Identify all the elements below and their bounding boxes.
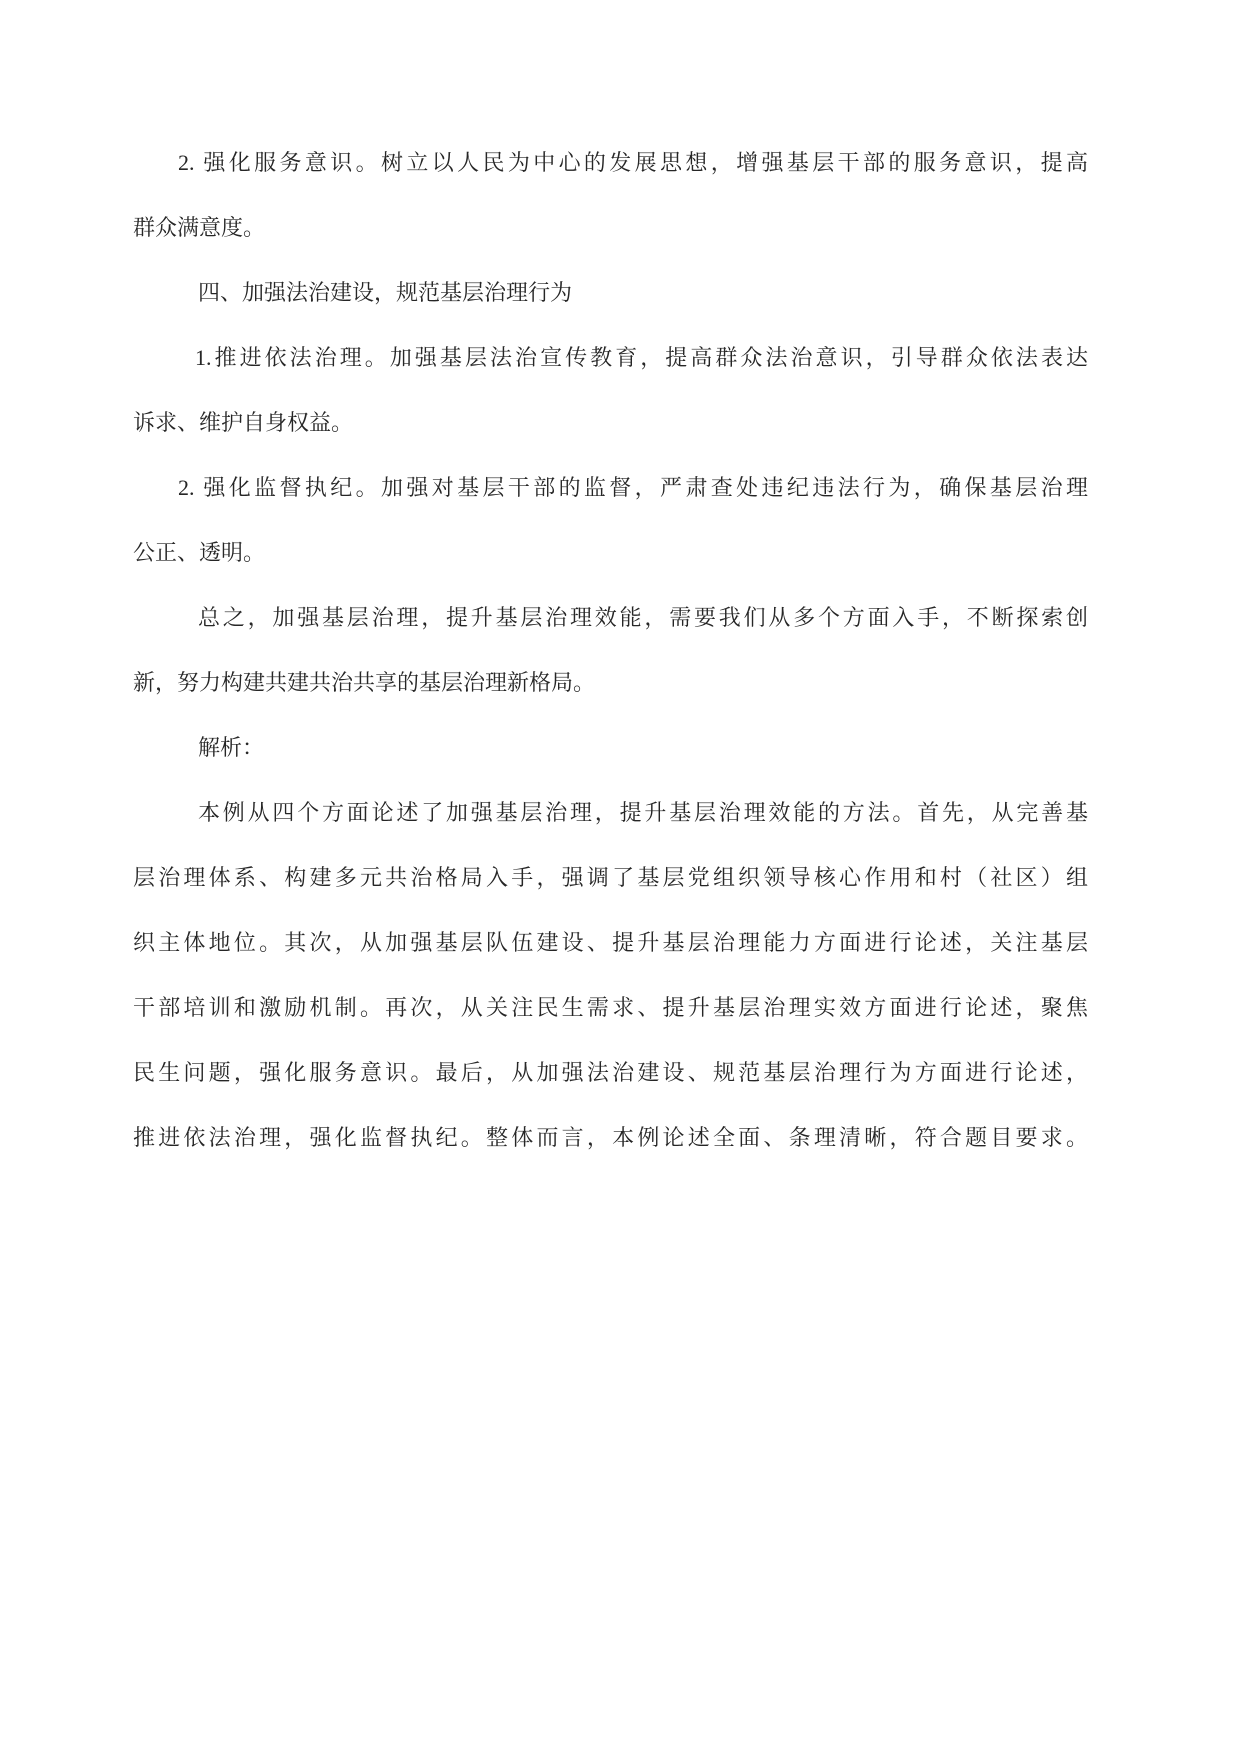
- text-line: 诉求、维护自身权益。: [133, 410, 354, 435]
- text-line: 织主体地位。其次，从加强基层队伍建设、提升基层治理能力方面进行论述，关注基层: [133, 930, 1088, 955]
- text-line: 总之，加强基层治理，提升基层治理效能，需要我们从多个方面入手，不断探索创: [198, 605, 1088, 630]
- text-line: 推进依法治理，强化监督执纪。整体而言，本例论述全面、条理清晰，符合题目要求。: [133, 1125, 1088, 1150]
- text-line: 新，努力构建共建共治共享的基层治理新格局。: [133, 670, 596, 695]
- text-line: 层治理体系、构建多元共治格局入手，强调了基层党组织领导核心作用和村（社区）组: [133, 865, 1088, 890]
- text-line: 1.推进依法治理。加强基层法治宣传教育，提高群众法治意识，引导群众依法表达: [195, 345, 1088, 370]
- text-line: 解析：: [198, 735, 265, 760]
- text-line: 公正、透明。: [133, 540, 266, 565]
- text-line: 民生问题，强化服务意识。最后，从加强法治建设、规范基层治理行为方面进行论述，: [133, 1060, 1088, 1085]
- text-line: 干部培训和激励机制。再次，从关注民生需求、提升基层治理实效方面进行论述，聚焦: [133, 995, 1088, 1020]
- text-line: 四、加强法治建设，规范基层治理行为: [198, 280, 573, 305]
- text-line: 2. 强化服务意识。树立以人民为中心的发展思想，增强基层干部的服务意识，提高: [178, 150, 1088, 175]
- text-line: 2. 强化监督执纪。加强对基层干部的监督，严肃查处违纪违法行为，确保基层治理: [178, 475, 1088, 500]
- text-line: 本例从四个方面论述了加强基层治理，提升基层治理效能的方法。首先，从完善基: [198, 800, 1088, 825]
- text-line: 群众满意度。: [133, 215, 266, 240]
